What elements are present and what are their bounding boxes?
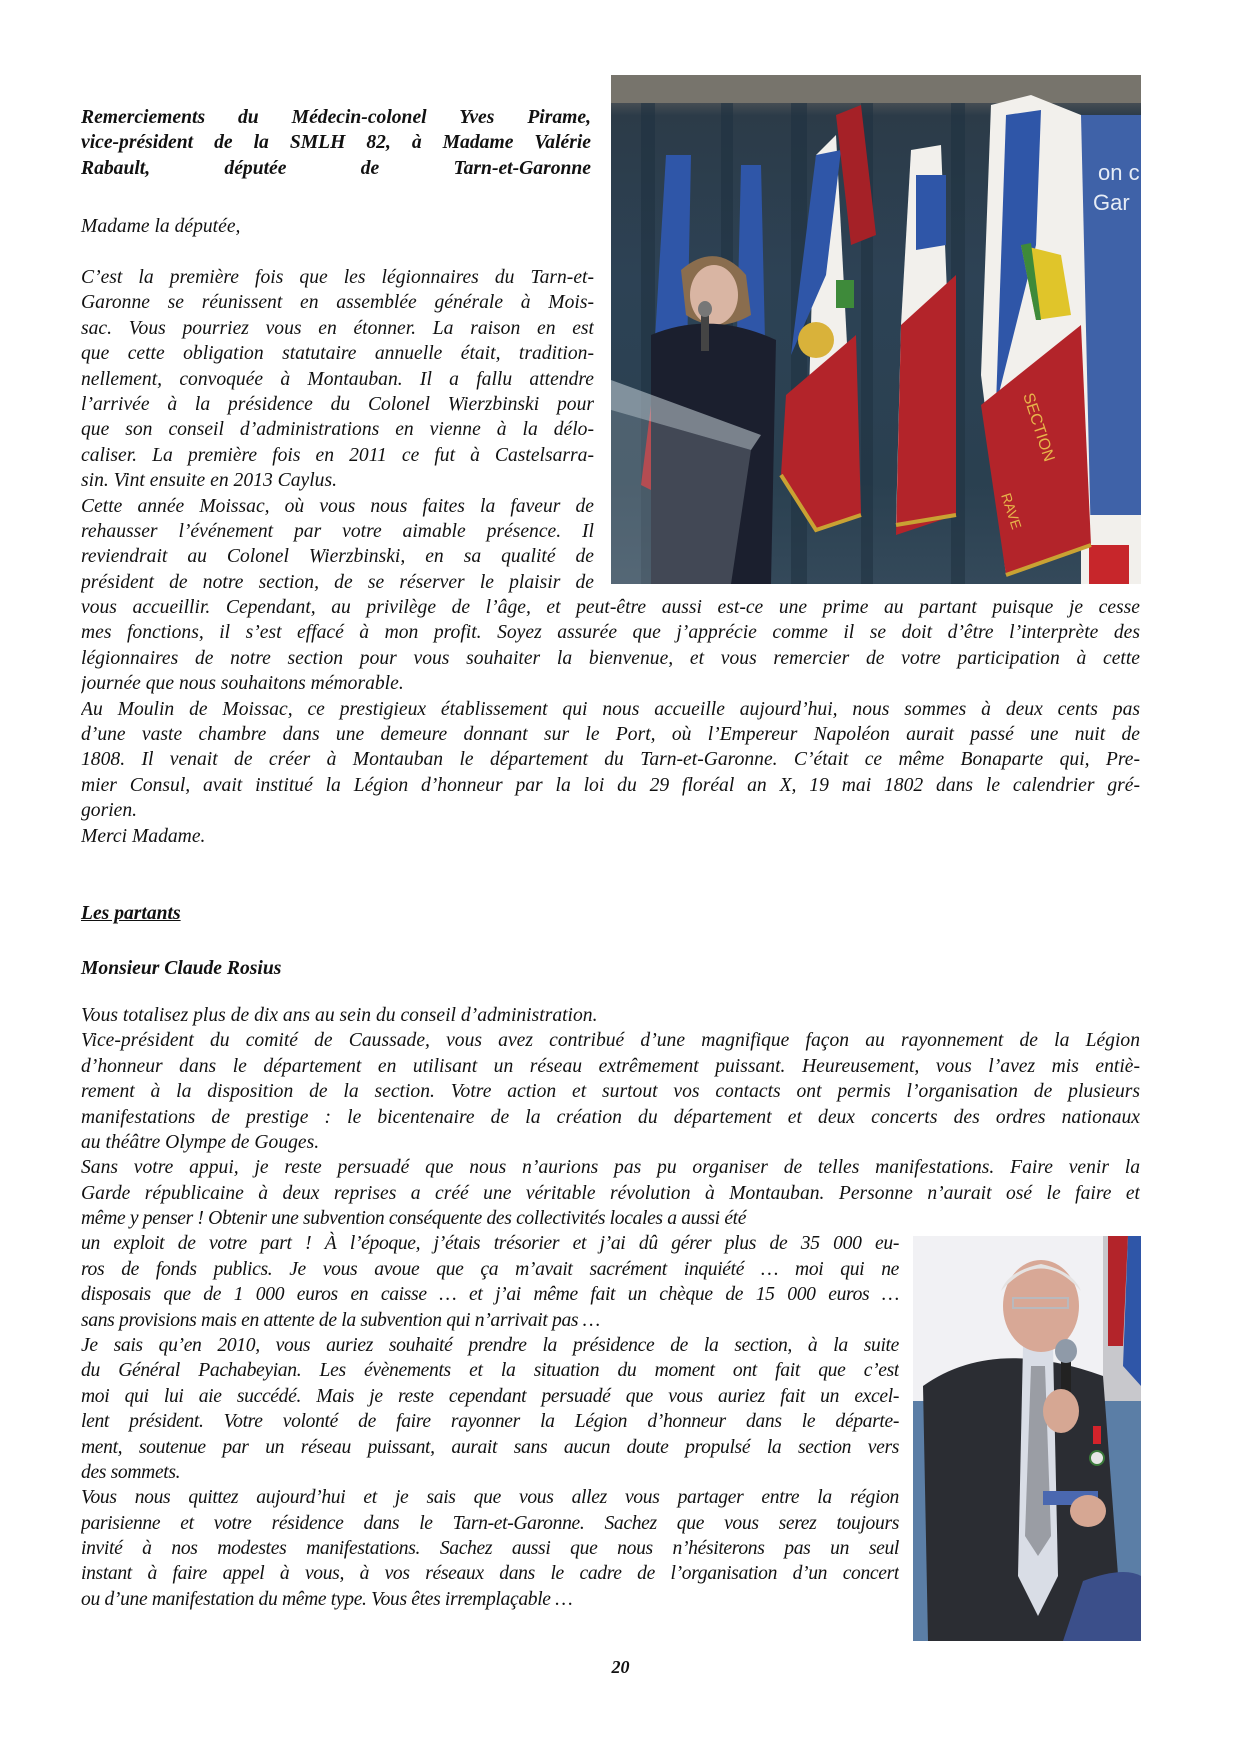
text-line: Au Moulin de Moissac, ce prestigieux établissement qui nous accueille aujourd’hui, nous sommes à deux cents pas	[81, 698, 1140, 720]
text-line: Merci Madame.	[81, 825, 206, 847]
ceiling	[611, 75, 1141, 103]
text-line: Garde républicaine à deux reprises a créé une véritable révolution à Montauban. Personne n’aurait osé le faire et	[81, 1182, 1140, 1204]
photo2-illustration	[913, 1236, 1141, 1641]
text-line: président de notre section, de se réserver le plaisir de	[81, 571, 594, 593]
text-line: ment, soutenue par un réseau puissant, aurait sans aucun doute propulsé la section vers	[81, 1436, 899, 1458]
text-line: au théâtre Olympe de Gouges.	[81, 1131, 320, 1153]
text-line: disposais que de 1 000 euros en caisse … et j’ai même fait un chèque de 15 000 euros …	[81, 1284, 899, 1306]
text-line: vous accueillir. Cependant, au privilège de l’âge, et peut-être aussi est-ce une prime au partant puisque je cesse	[81, 597, 1140, 618]
rosius-paragraph-wide	[81, 1003, 1140, 1206]
text-line: Cette année Moissac, où vous nous faites la faveur de	[81, 495, 594, 517]
text-line: mier Consul, avait institué la Légion d’honneur par la loi du 29 floréal an X, 19 mai 1802 dans le calendrier gré-	[81, 774, 1140, 796]
text-line: Garonne se réunissent en assemblée générale à Mois-	[81, 292, 594, 314]
emblem	[798, 322, 834, 358]
section-heading: Les partants	[81, 903, 181, 924]
photo-claude-rosius	[913, 1236, 1141, 1641]
text-line: sin. Vint ensuite en 2013 Caylus.	[81, 470, 337, 492]
text-line: instant à faire appel à vous, à vos réseaux dans le cadre de l’organisation d’un concert	[81, 1563, 899, 1585]
text-line: lent président. Votre volonté de faire rayonner la Légion d’honneur dans le départe-	[81, 1411, 899, 1433]
text-line: sans provisions mais en attente de la subvention qui n’arrivait pas …	[81, 1309, 600, 1331]
text-line: d’une vaste chambre dans une demeure donnant sur le Port, où l’Empereur Napoléon aurait passé une nuit de	[81, 723, 1140, 745]
text-line: légionnaires de notre section pour vous souhaiter la bienvenue, et vous remercier de votre participation à cette	[81, 647, 1140, 669]
text-line: que son conseil d’administrations en vienne à la délo-	[81, 419, 594, 441]
text-line: ros de fonds publics. Je vous avoue que ça m’avait sacrément inquiété … moi qui ne	[81, 1258, 899, 1280]
text-line: reviendrait au Colonel Wierzbinski, en sa qualité de	[81, 546, 594, 568]
svg-text:RAVE: RAVE	[998, 490, 1025, 532]
photo1-illustration	[611, 75, 1141, 584]
text-line: nellement, convoquée à Montauban. Il a fallu attendre	[81, 368, 594, 390]
text-line: mes fonctions, il s’est effacé à mon profit. Soyez assurée que j’apprécie comme il se doit d’être l’interprète des	[81, 622, 1140, 644]
text-line: Vice-président du comité de Caussade, vous avez contribué d’une magnifique façon au rayonnement de la Légion	[81, 1030, 1140, 1052]
text-line: journée que nous souhaitons mémorable.	[81, 673, 404, 695]
text-line: rehausser l’événement par votre aimable présence. Il	[81, 520, 594, 542]
text-line: Vous nous quittez aujourd’hui et je sais que vous allez vous partager entre la région	[81, 1487, 899, 1509]
text-line: invité à nos modestes manifestations. Sachez aussi que nous n’hésiterons pas un seul	[81, 1538, 899, 1560]
text-line: gorien.	[81, 800, 138, 822]
text-line: moi qui lui aie succédé. Mais je reste cependant persuadé que vous auriez fait un excel-	[81, 1385, 899, 1407]
text-line: caliser. La première fois en 2011 ce fut à Castelsarra-	[81, 444, 594, 466]
medal-ribbon	[1093, 1426, 1101, 1444]
banner-text: on c	[1098, 160, 1140, 185]
text-line: même y penser ! Obtenir une subvention conséquente des collectivités locales a aussi été	[81, 1208, 747, 1229]
text-line: des sommets.	[81, 1461, 181, 1483]
page-number: 20	[611, 1657, 630, 1677]
text-line: ou d’une manifestation du même type. Vous êtes irremplaçable …	[81, 1588, 573, 1610]
photo-speaker-with-flags	[611, 75, 1141, 584]
text-line: d’honneur dans le département en utilisant un réseau extrêmement puissant. Heureusement, vous l’avez mis entiè-	[81, 1055, 1140, 1077]
text-line: parisienne et votre résidence dans le Tarn-et-Garonne. Sachez que vous serez toujours	[81, 1512, 899, 1534]
article-title	[81, 105, 591, 181]
person-heading: Monsieur Claude Rosius	[81, 958, 282, 979]
text-line: Je sais qu’en 2010, vous auriez souhaité prendre la présidence de la section, à la suite	[81, 1334, 899, 1356]
flag-text-section: SECTION	[1019, 390, 1058, 464]
text-line: du Général Pachabeyian. Les évènements et la situation du moment ont fait que c’est	[81, 1360, 899, 1382]
text-line: Sans votre appui, je reste persuadé que nous n’aurions pas pu organiser de telles manifestations. Faire venir la	[81, 1157, 1140, 1179]
title-line: vice-président de la SMLH 82, à Madame Valérie	[81, 132, 591, 154]
title-line: Remerciements du Médecin-colonel Yves Pirame,	[81, 107, 591, 128]
text-line: 1808. Il venait de créer à Montauban le département du Tarn-et-Garonne. C’était ce même Bonaparte qui, Pre-	[81, 749, 1140, 771]
text-line: rement à la disposition de la section. Votre action et surtout vos contacts ont permis l’organisation de plusieurs	[81, 1081, 1140, 1103]
text-line: C’est la première fois que les légionnaires du Tarn-et-	[81, 267, 594, 288]
rosius-paragraph-mid	[81, 1206, 899, 1612]
svg-text:Gar: Gar	[1093, 190, 1130, 215]
speech-paragraph-narrow	[81, 265, 594, 595]
text-line: que cette obligation statutaire annuelle était, tradition-	[81, 343, 594, 365]
speech-paragraph-wide	[81, 595, 1140, 849]
text-line: sac. Vous pourriez vous en étonner. La raison en est	[81, 317, 594, 339]
title-line: Rabault, députée de Tarn-et-Garonne	[81, 157, 591, 179]
salutation: Madame la députée,	[81, 216, 241, 237]
legion-honour-medal	[1090, 1451, 1104, 1465]
text-line: l’arrivée à la présidence du Colonel Wierzbinski pour	[81, 393, 594, 415]
text-line: manifestations de prestige : le bicentenaire de la création du département et deux concerts des ordres nationaux	[81, 1106, 1140, 1128]
text-line: Vous totalisez plus de dix ans au sein du conseil d’administration.	[81, 1005, 598, 1026]
text-line: un exploit de votre part ! À l’époque, j’étais trésorier et j’ai dû gérer plus de 35 000 eu-	[81, 1233, 899, 1255]
